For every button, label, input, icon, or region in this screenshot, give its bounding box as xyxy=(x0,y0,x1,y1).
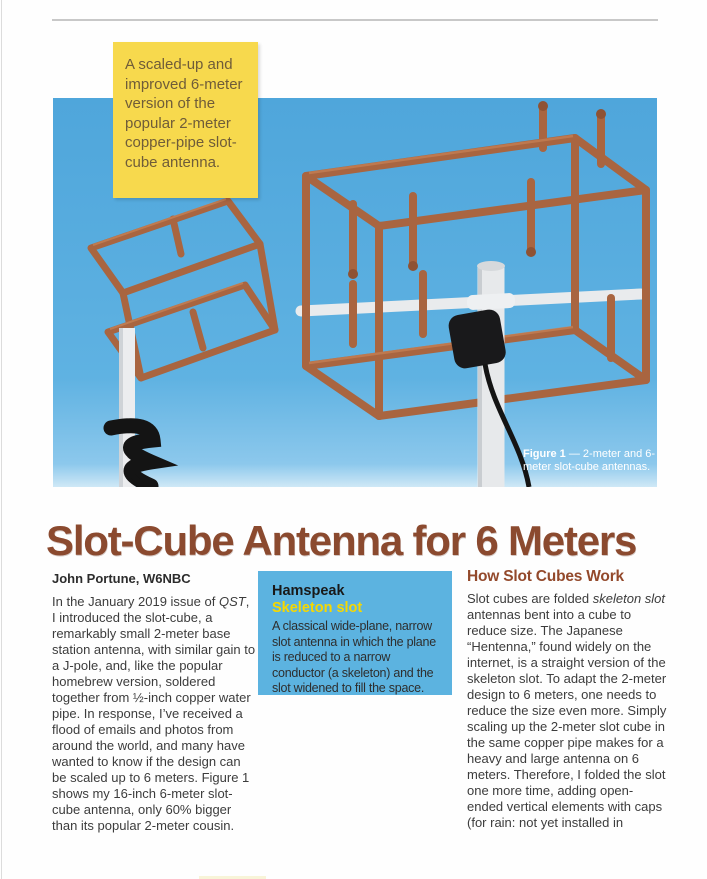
top-divider-rule xyxy=(52,19,658,21)
figure-caption-label: Figure 1 xyxy=(523,448,566,460)
article-title: Slot-Cube Antenna for 6 Meters xyxy=(46,517,637,565)
section-heading: How Slot Cubes Work xyxy=(467,568,624,585)
hamspeak-box xyxy=(258,571,452,695)
column-intro xyxy=(52,571,256,834)
hamspeak-heading: Hamspeak xyxy=(272,583,345,599)
intro-text-start: In the January 2019 issue of xyxy=(52,594,219,609)
boom-fitting xyxy=(467,293,516,310)
intro-text-italic: QST xyxy=(218,594,246,609)
how-text-rest: antennas bent into a cube to reduce size. The Japanese “Hentenna,” found widely on the internet, is a straight version of the skeleton slot. To adapt the 2-meter design to 6 meters, one needs to reduce the size even more. Simply scaling up the 2-meter slot cube in the same copper pipe makes for a heavy and large antenna on 6 meters. Therefore, I folded the slot one more time, adding open-ended vertical elements with caps (for rain: not yet installed in xyxy=(467,607,667,830)
callout-box xyxy=(113,42,258,198)
author-byline: John Portune, W6NBC xyxy=(52,571,191,586)
column-how-it-works xyxy=(467,569,667,831)
hamspeak-term: Skeleton slot xyxy=(272,600,363,616)
intro-paragraph xyxy=(52,594,256,834)
how-text-start: Slot cubes are folded xyxy=(467,591,593,606)
intro-text-rest: , I introduced the slot-cube, a remarkably small 2-meter base station antenna, with similar gain to a J-pole, and, like the popular homebrew version, soldered together from ½-inch copper water pipe. In response, I’ve received a flood of emails and photos from around the world, and many have wanted to know if the design can be scaled up to 6 meters. Figure 1 shows my 16-inch 6-meter slot-cube antenna, only 60% bigger than its popular 2-meter cousin. xyxy=(52,594,256,833)
figure-caption-text: — 2-meter and 6-meter slot-cube antennas. xyxy=(523,448,656,473)
callout-text: A scaled-up and improved 6-meter version of the popular 2-meter copper-pipe slot-cube antenna. xyxy=(125,56,243,171)
hamspeak-definition: A classical wide-plane, narrow slot antenna in which the plane is reduced to a narrow conductor (a skeleton) and the slot widened to fill the space. xyxy=(272,619,436,695)
how-it-works-paragraph xyxy=(467,591,667,831)
left-mast-shade xyxy=(119,328,123,487)
page-edge-line xyxy=(1,0,2,879)
coax-choke xyxy=(447,308,508,370)
mast-cap xyxy=(477,261,505,271)
figure-caption xyxy=(523,448,657,474)
how-text-italic: skeleton slot xyxy=(592,591,666,606)
